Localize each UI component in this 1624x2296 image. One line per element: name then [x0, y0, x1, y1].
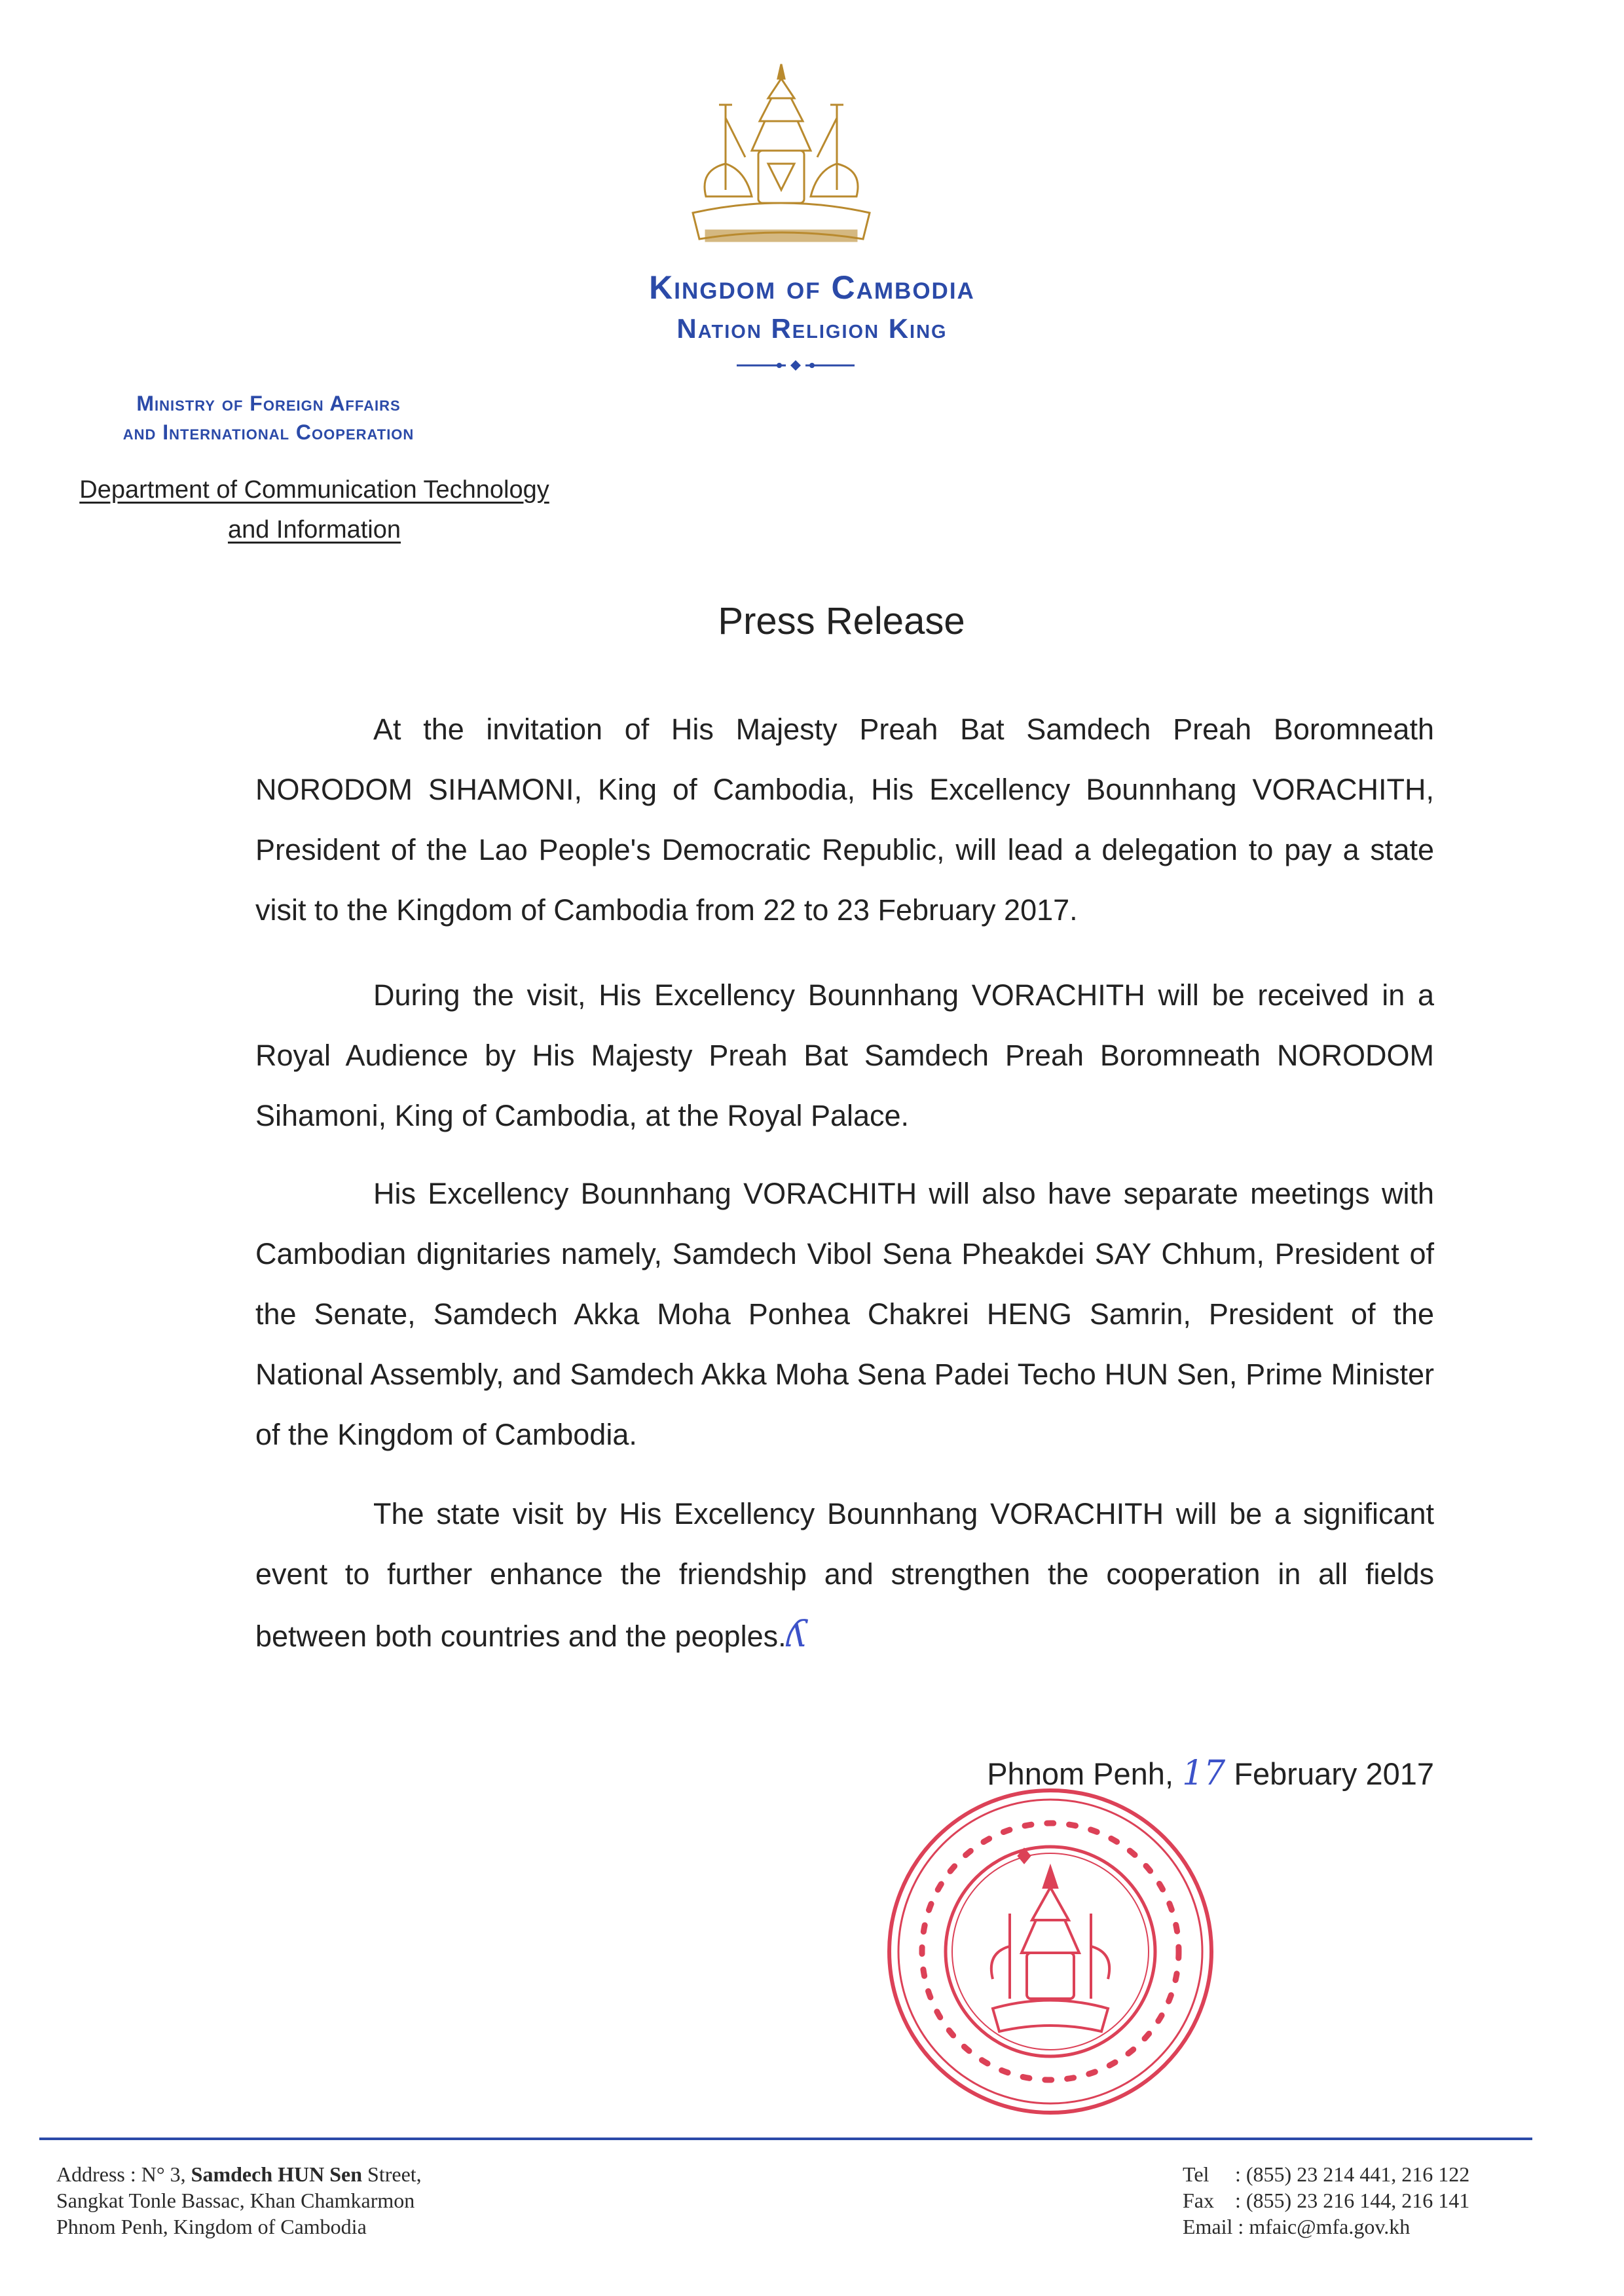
address-line-3: Phnom Penh, Kingdom of Cambodia [56, 2215, 367, 2238]
address-line-2: Sangkat Tonle Bassac, Khan Chamkarmon [56, 2189, 415, 2212]
ministry-name-line1: Ministry of Foreign Affairs [136, 392, 401, 415]
department-name-line1: Department of Communication Technology [79, 476, 549, 504]
tel-line: Tel : (855) 23 214 441, 216 122 [1183, 2162, 1470, 2186]
ministry-name-line2: and International Cooperation [122, 420, 415, 444]
email-line: Email : mfaic@mfa.gov.kh [1183, 2215, 1411, 2238]
body-paragraph-4 [255, 1484, 1434, 1667]
national-motto: Nation Religion King [676, 313, 948, 344]
paragraph-4-text: The state visit by His Excellency Bounnhang VORACHITH will be a significant event to further enhance the friendship and strengthen the cooperation in all fields between both countries and the peoples. [255, 1497, 1434, 1653]
footer-divider [39, 2138, 1532, 2140]
handwritten-initial-mark: ʎ [786, 1613, 807, 1656]
dateline-place: Phnom Penh, [987, 1756, 1174, 1791]
body-paragraph-1: At the invitation of His Majesty Preah Bat Samdech Preah Boromneath NORODOM SIHAMONI, King of Cambodia, His Excellency Bounnhang VORACHITH, President of the Lao People's Democratic Republic, will lead a delegation to pay a state visit to the Kingdom of Cambodia from 22 to 23 February 2017. [255, 713, 1434, 927]
body-paragraph-2: During the visit, His Excellency Bounnhang VORACHITH will be received in a Royal Audience by His Majesty Preah Bat Samdech Preah Boromneath NORODOM Sihamoni, King of Cambodia, at the Royal Palace. [255, 978, 1434, 1132]
footer-address [56, 2161, 646, 2240]
footer-contact [1183, 2161, 1576, 2240]
fax-line: Fax : (855) 23 216 144, 216 141 [1183, 2189, 1470, 2212]
ornament-divider-icon [733, 359, 858, 372]
document-title: Press Release [718, 600, 965, 642]
dateline-day-handwritten: 17 [1182, 1754, 1226, 1793]
body-paragraph-3: His Excellency Bounnhang VORACHITH will also have separate meetings with Cambodian dignitaries namely, Samdech Vibol Sena Pheakdei SAY Chhum, President of the Senate, Samdech Akka Moha Ponhea Chakrei HENG Samrin, President of the National Assembly, and Samdech Akka Moha Sena Padei Techo HUN Sen, Prime Minister of the Kingdom of Cambodia. [255, 1177, 1434, 1451]
royal-coat-of-arms-emblem [686, 59, 876, 255]
department-name-line2: and Information [227, 516, 401, 544]
dateline-month-year: February 2017 [1234, 1756, 1434, 1791]
address-line-1: Address : N° 3, Samdech HUN Sen Street, [56, 2162, 422, 2186]
official-ministry-seal [881, 1783, 1219, 2120]
country-heading: Kingdom of Cambodia [649, 269, 975, 306]
